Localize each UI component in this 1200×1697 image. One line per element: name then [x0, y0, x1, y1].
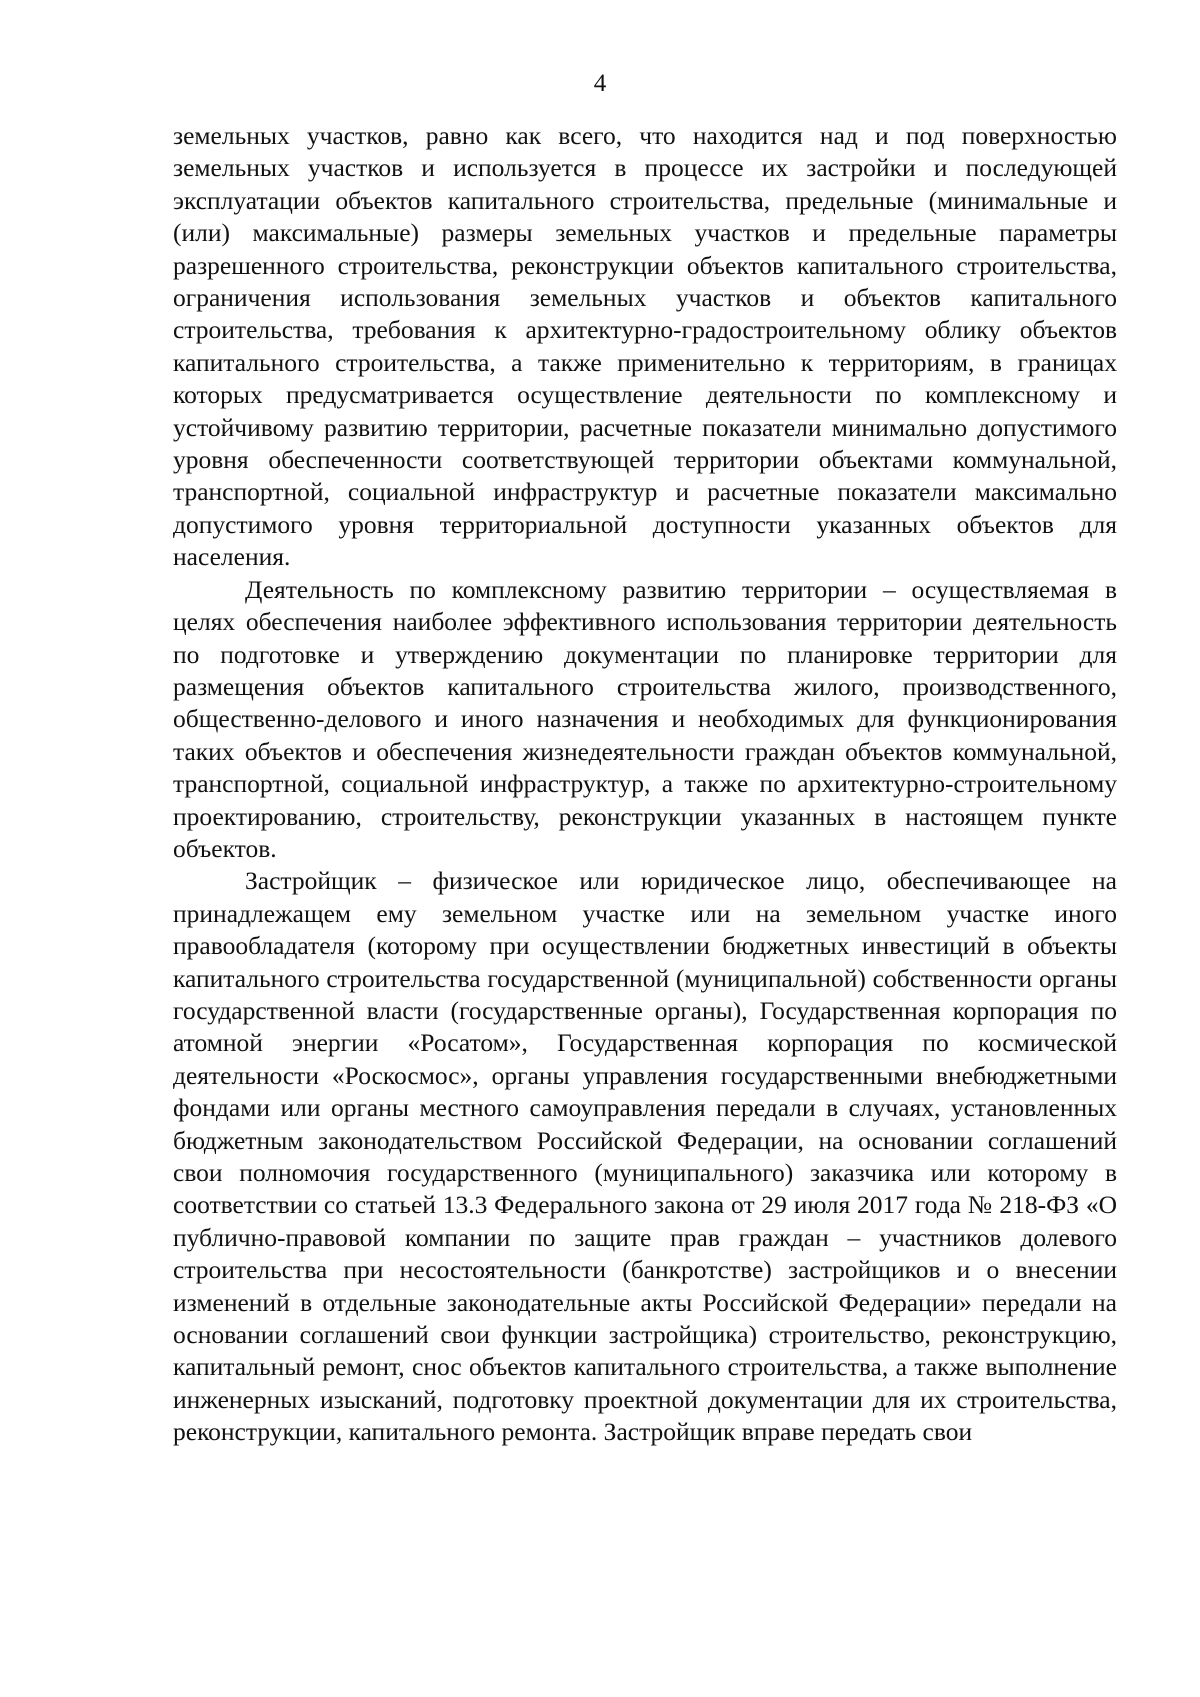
paragraph-developer-definition: Застройщик – физическое или юридическое лицо, обеспечивающее на принадлежащем ему земельном участке или на земельном участке иного правообладателя (которому при осуществлении бюджетных инвестиций в объекты капитального строительства государственной (муниципальной) собственности органы государственной власти (государственные органы), Государственная корпорация по атомной энергии «Росатом», Государственная корпорация по космической деятельности «Роскосмос», органы управления государственными внебюджетными фондами или органы местного самоуправления передали в случаях, установленных бюджетным законодательством Российской Федерации, на основании соглашений свои полномочия государственного (муниципального) заказчика или которому в соответствии со статьей 13.3 Федерального закона от 29 июля 2017 года № 218-ФЗ «О публично-правовой компании по защите прав граждан – участников долевого строительства при несостоятельности (банкротстве) застройщиков и о внесении изменений в отдельные законодательные акты Российской Федерации» передали на основании соглашений свои функции застройщика) строительство, реконструкцию, капитальный ремонт, снос объектов капитального строительства, а также выполнение инженерных изысканий, подготовку проектной документации для их строительства, реконструкции, капитального ремонта. Застройщик вправе передать свои — [173, 866, 1117, 1447]
page-number: 4 — [593, 70, 607, 97]
document-body — [173, 120, 1117, 1449]
paragraph-continuation: земельных участков, равно как всего, что находится над и под поверхностью земельных участков и используется в процессе их застройки и последующей эксплуатации объектов капитального строительства, предельные (минимальные и (или) максимальные) размеры земельных участков и предельные параметры разрешенного строительства, реконструкции объектов капитального строительства, ограничения использования земельных участков и объектов капитального строительства, требования к архитектурно-градостроительному облику объектов капитального строительства, а также применительно к территориям, в границах которых предусматривается осуществление деятельности по комплексному и устойчивому развитию территории, расчетные показатели минимально допустимого уровня обеспеченности соответствующей территории объектами коммунальной, транспортной, социальной инфраструктур и расчетные показатели максимально допустимого уровня территориальной доступности указанных объектов для населения. — [173, 121, 1117, 572]
paragraph-complex-development: Деятельность по комплексному развитию территории – осуществляемая в целях обеспечения наиболее эффективного использования территории деятельность по подготовке и утверждению документации по планировке территории для размещения объектов капитального строительства жилого, производственного, общественно-делового и иного назначения и необходимых для функционирования таких объектов и обеспечения жизнедеятельности граждан объектов коммунальной, транспортной, социальной инфраструктур, а также по архитектурно-строительному проектированию, строительству, реконструкции указанных в настоящем пункте объектов. — [173, 574, 1117, 863]
